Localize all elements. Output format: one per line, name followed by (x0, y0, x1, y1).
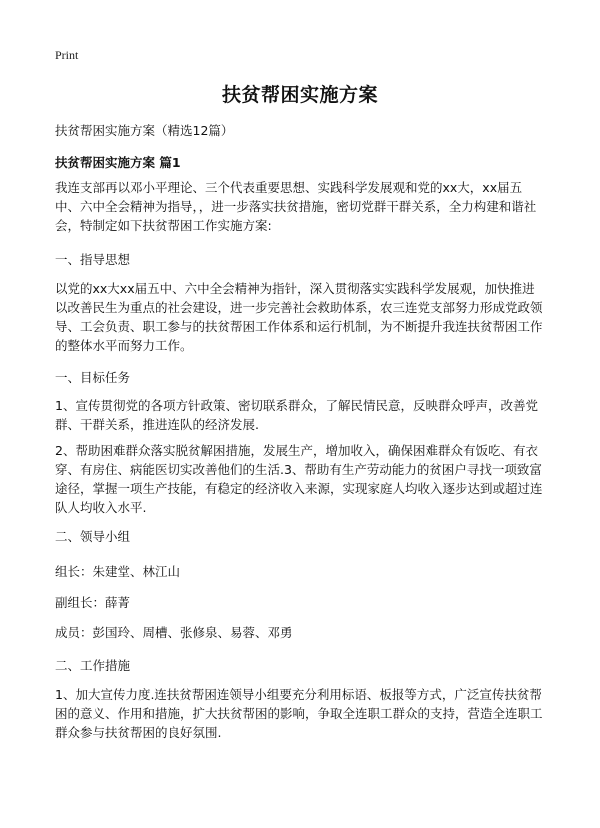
document-subtitle: 扶贫帮困实施方案（精选12篇） (55, 123, 234, 138)
members-line: 成员：彭国玲、周槽、张修泉、易蓉、邓勇 (55, 625, 293, 640)
goal-paragraph-1: 1、宣传贯彻党的各项方针政策、密切联系群众，了解民情民意，反映群众呼声，改善党群、干群关系，推进连队的经济发展. (55, 398, 538, 432)
page-title: 扶贫帮困实施方案 (221, 84, 378, 106)
intro-paragraph: 我连支部再以邓小平理论、三个代表重要思想、实践科学发展观和党的xx大，xx届五中、六中全会精神为指导，，进一步落实扶贫措施，密切党群干群关系，全力构建和谐社会，特制定如下扶贫帮困工作实施方案: (55, 180, 537, 233)
measure-paragraph-1: 1、加大宣传力度.连扶贫帮困连领导小组要充分利用标语、板报等方式，广泛宣传扶贫帮困的意义、作用和措施，扩大扶贫帮困的影响，争取全连职工群众的支持，营造全连职工群众参与扶贫帮困的良好氛围. (55, 687, 543, 740)
goal-paragraph-2: 2、帮助困难群众落实脱贫解困措施，发展生产，增加收入，确保困难群众有饭吃、有衣穿、有房住、病能医切实改善他们的生活.3、帮助有生产劳动能力的贫困户寻找一项致富途径，掌握一项生产技能，有稳定的经济收入来源，实现家庭人均收入逐步达到或超过连队人均收入水平. (55, 443, 543, 515)
deputy-line: 副组长：薛菁 (55, 595, 131, 610)
heading-goal: 一、目标任务 (55, 370, 131, 385)
print-link[interactable]: Print (55, 48, 79, 62)
heading-measures: 二、工作措施 (55, 658, 131, 673)
guide-paragraph: 以党的xx大xx届五中、六中全会精神为指针，深入贯彻落实实践科学发展观，加快推进以改善民生为重点的社会建设，进一步完善社会救助体系，农三连党支部努力形成党政领导、工会负责、职工参与的扶贫帮困工作体系和运行机制，为不断提升我连扶贫帮困工作的整体水平而努力工作。 (55, 281, 543, 353)
section-heading: 扶贫帮困实施方案 篇1 (55, 155, 181, 170)
heading-guide: 一、指导思想 (55, 252, 131, 267)
leader-line: 组长：朱建堂、林江山 (55, 564, 181, 579)
heading-group: 二、领导小组 (55, 529, 131, 544)
